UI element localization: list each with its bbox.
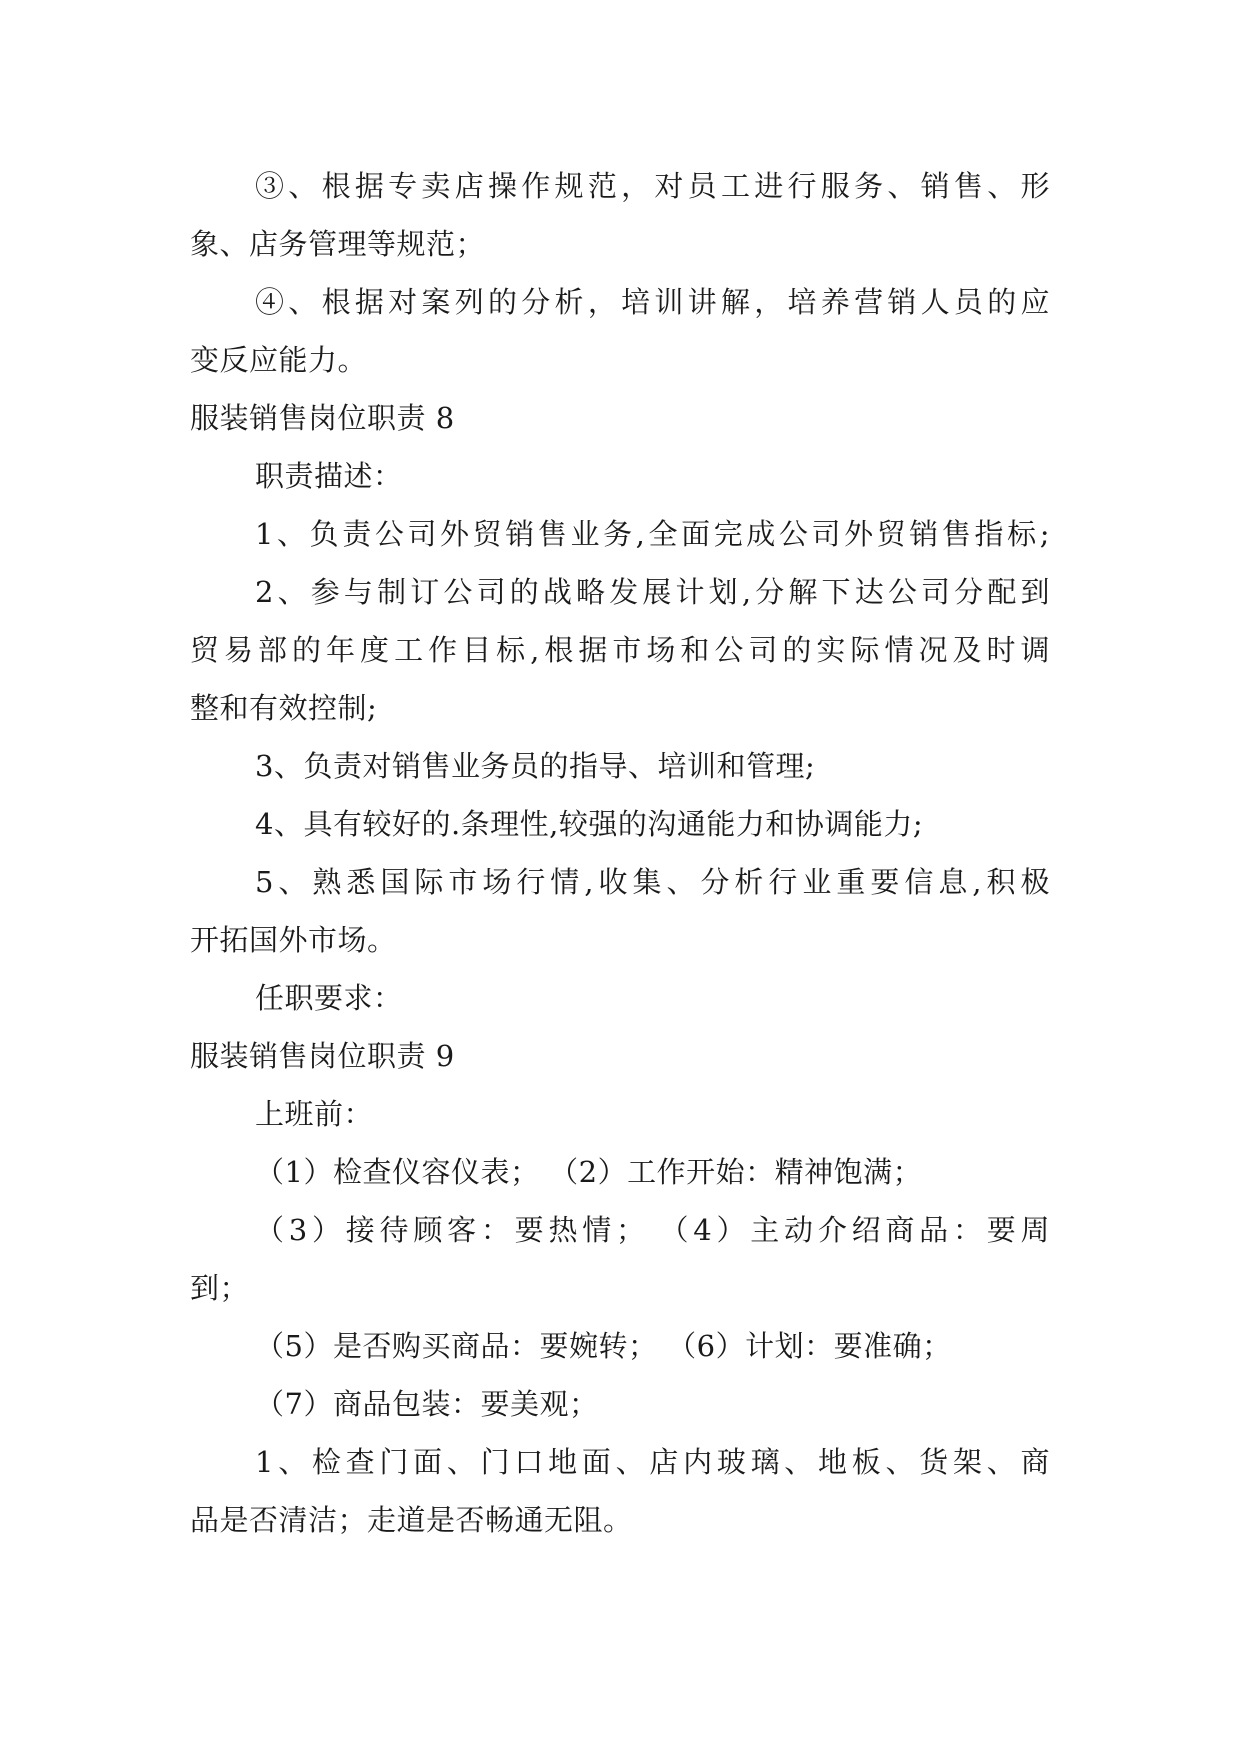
paragraph-line: 4、具有较好的.条理性,较强的沟通能力和协调能力; — [255, 807, 924, 841]
paragraph-line: 职责描述： — [255, 459, 403, 493]
paragraph-line: 品是否清洁；走道是否畅通无阻。 — [190, 1503, 633, 1537]
paragraph-line: 上班前： — [255, 1097, 374, 1131]
section-heading: 服装销售岗位职责 8 — [190, 401, 455, 435]
paragraph-line: （7）商品包装：要美观； — [255, 1387, 599, 1421]
paragraph-line: （5）是否购买商品：要婉转； （6）计划：要准确； — [255, 1329, 952, 1363]
paragraph-line: 变反应能力。 — [190, 343, 368, 377]
paragraph-line: 1、负责公司外贸销售业务,全面完成公司外贸销售指标; — [255, 517, 1050, 551]
paragraph-line: （3）接待顾客：要热情； （4）主动介绍商品：要周 — [255, 1213, 1050, 1247]
paragraph-line: 1、检查门面、门口地面、店内玻璃、地板、货架、商 — [255, 1445, 1050, 1479]
paragraph-line: 3、负责对销售业务员的指导、培训和管理; — [255, 749, 816, 783]
paragraph-line: 整和有效控制; — [190, 691, 378, 725]
paragraph-line: （1）检查仪容仪表； （2）工作开始：精神饱满； — [255, 1155, 923, 1189]
section-heading: 服装销售岗位职责 9 — [190, 1039, 455, 1073]
paragraph-line: 贸易部的年度工作目标,根据市场和公司的实际情况及时调 — [190, 633, 1050, 667]
paragraph-line: 任职要求： — [255, 981, 403, 1015]
paragraph-line: 到； — [190, 1271, 250, 1305]
paragraph-line: 象、店务管理等规范； — [190, 227, 486, 261]
paragraph-line: 开拓国外市场。 — [190, 923, 397, 957]
paragraph-line: ③、根据专卖店操作规范，对员工进行服务、销售、形 — [255, 169, 1050, 203]
paragraph-line: ④、根据对案列的分析，培训讲解，培养营销人员的应 — [255, 285, 1050, 319]
paragraph-line: 2、参与制订公司的战略发展计划,分解下达公司分配到 — [255, 575, 1050, 609]
paragraph-line: 5、熟悉国际市场行情,收集、分析行业重要信息,积极 — [255, 865, 1050, 899]
